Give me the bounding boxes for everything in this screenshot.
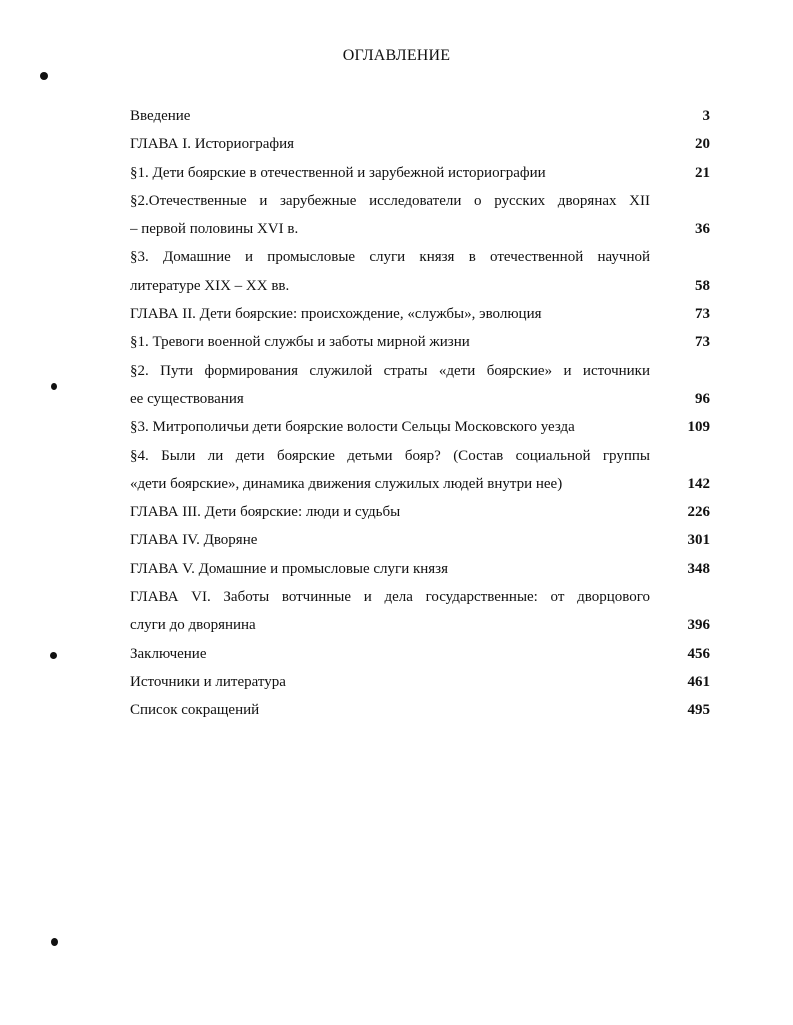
toc-entry-text: Список сокращений [130,702,260,719]
toc-entry [130,300,710,328]
toc-entry [130,413,710,441]
toc-page-number: 396 [687,617,710,634]
toc-line [130,640,710,668]
toc-entry [130,555,710,583]
toc-line [130,102,710,130]
toc-line [130,130,710,158]
toc-line [130,187,710,215]
toc-page-number: 301 [687,532,710,549]
toc-line [130,385,710,413]
toc-entry-text: §2.Отечественные и зарубежные исследователи о русских дворянах XII [130,192,650,209]
table-of-contents [130,102,710,725]
toc-entry [130,668,710,696]
punch-hole-mark [51,938,58,946]
toc-page-number: 226 [687,504,710,521]
punch-hole-mark [40,72,48,80]
toc-entry-text: Заключение [130,645,207,662]
toc-entry [130,526,710,554]
toc-line [130,442,710,470]
toc-line [130,413,710,441]
toc-entry-text: ГЛАВА III. Дети боярские: люди и судьбы [130,504,401,521]
toc-line [130,498,710,526]
toc-page-number: 58 [695,277,710,294]
toc-line [130,272,710,300]
toc-line [130,555,710,583]
punch-hole-mark [50,652,57,659]
punch-hole-mark [51,383,57,390]
toc-entry [130,328,710,356]
toc-entry [130,102,710,130]
toc-page-number: 20 [695,136,710,153]
toc-page-number: 461 [687,673,710,690]
toc-entry [130,243,710,300]
toc-entry [130,583,710,640]
toc-line [130,668,710,696]
toc-entry-text: слуги до дворянина [130,617,256,634]
toc-line [130,611,710,639]
toc-entry-text: §1. Тревоги военной службы и заботы мирной жизни [130,334,470,351]
toc-page-number: 456 [687,645,710,662]
toc-entry-text: Источники и литература [130,673,286,690]
page-title: ОГЛАВЛЕНИЕ [342,47,451,64]
toc-line [130,300,710,328]
toc-entry [130,159,710,187]
toc-page-number: 495 [687,702,710,719]
toc-page-number: 142 [687,475,710,492]
toc-entry [130,187,710,244]
toc-page-number: 73 [695,334,710,351]
toc-entry-text: «дети боярские», динамика движения служилых людей внутри нее) [130,475,563,492]
toc-entry [130,442,710,499]
toc-line [130,328,710,356]
toc-entry-text: §4. Были ли дети боярские детьми бояр? (Состав социальной группы [130,447,650,464]
toc-line [130,159,710,187]
toc-page-number: 21 [695,164,710,181]
toc-entry [130,498,710,526]
toc-line [130,696,710,724]
toc-entry-text: литературе XIX – XX вв. [130,277,290,294]
toc-entry-text: – первой половины XVI в. [130,221,299,238]
toc-page-number: 348 [687,560,710,577]
toc-entry [130,357,710,414]
toc-entry-text: §3. Митрополичьи дети боярские волости Сельцы Московского уезда [130,419,575,436]
toc-entry-text: ГЛАВА V. Домашние и промысловые слуги князя [130,560,449,577]
toc-page-number: 3 [702,108,710,124]
toc-line [130,526,710,554]
toc-line [130,243,710,271]
toc-page-number: 36 [695,221,710,238]
toc-page-number: 109 [687,419,710,436]
toc-line [130,470,710,498]
toc-entry-text: §2. Пути формирования служилой страты «дети боярские» и источники [130,362,650,379]
toc-line [130,215,710,243]
toc-entry-text: ГЛАВА IV. Дворяне [130,532,258,549]
toc-entry [130,130,710,158]
toc-line [130,357,710,385]
toc-entry-text: ГЛАВА VI. Заботы вотчинные и дела государственные: от дворцового [130,589,650,606]
toc-entry [130,640,710,668]
toc-entry [130,696,710,724]
toc-line [130,583,710,611]
toc-entry-text: ГЛАВА II. Дети боярские: происхождение, «службы», эволюция [130,306,542,323]
toc-entry-text: ее существования [130,390,244,407]
toc-entry-text: Введение [130,108,191,124]
toc-entry-text: ГЛАВА I. Историография [130,136,295,153]
toc-entry-text: §1. Дети боярские в отечественной и зарубежной историографии [130,164,546,181]
toc-page-number: 96 [695,390,710,407]
toc-page-number: 73 [695,306,710,323]
toc-entry-text: §3. Домашние и промысловые слуги князя в отечественной научной [130,249,650,266]
